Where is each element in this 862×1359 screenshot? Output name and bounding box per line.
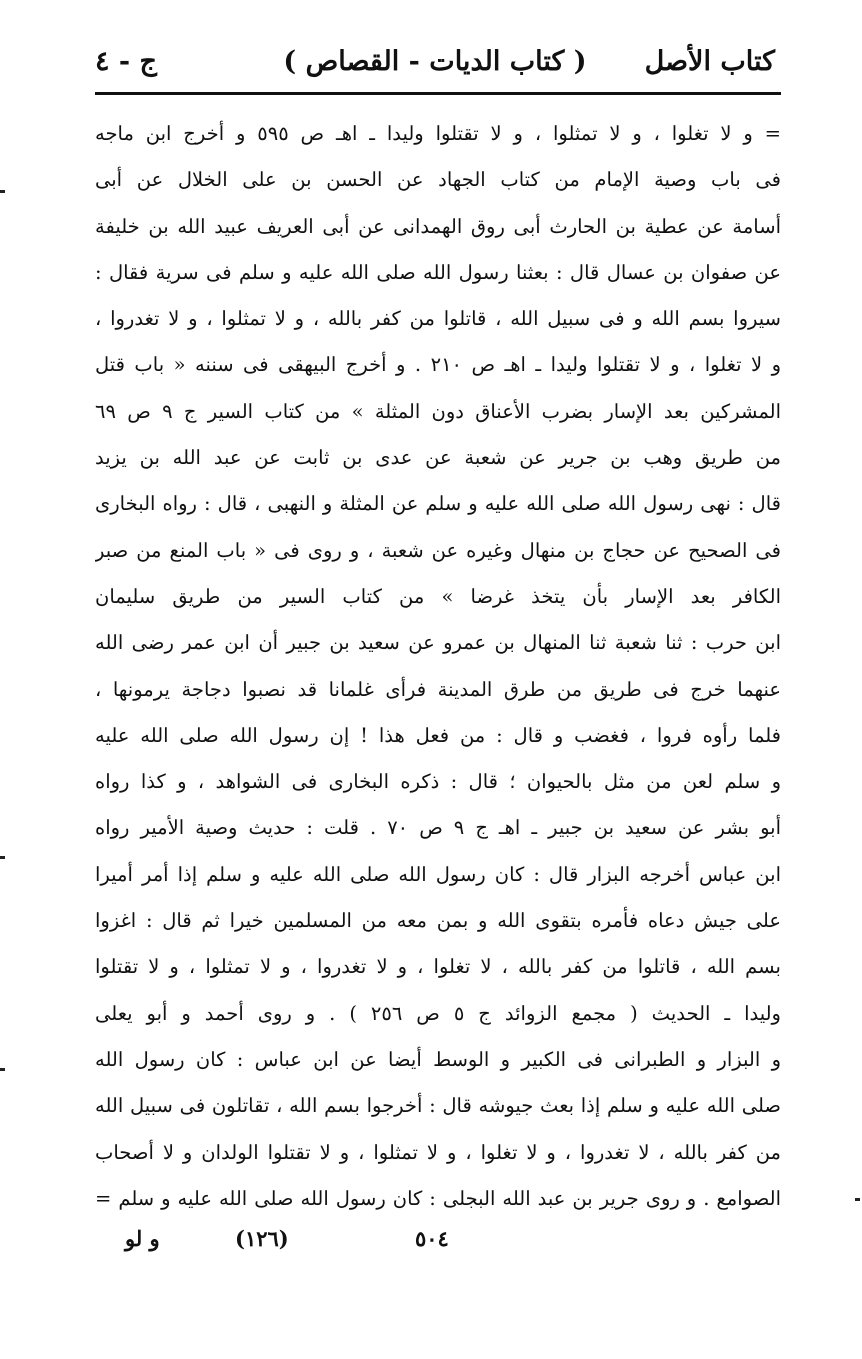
scan-edge-mark (0, 856, 5, 859)
text-line: الكافر بعد الإسار بأن يتخذ غرضا » من كتاب السير من طريق سليمان (95, 584, 781, 608)
catchword: و لو (125, 1226, 160, 1251)
header-rule (95, 92, 781, 95)
scan-edge-mark (855, 1198, 860, 1201)
scan-edge-mark (0, 1068, 5, 1071)
text-line: و البزار و الطبرانى فى الكبير و الوسط أيضا عن ابن عباس : كان رسول الله (95, 1047, 781, 1071)
text-line: ابن عباس أخرجه البزار قال : كان رسول الله صلى الله عليه و سلم إذا أمر أميرا (95, 862, 781, 886)
footnote-text (95, 111, 781, 1222)
text-line: فى الصحيح عن حجاج بن منهال وغيره عن شعبة ، و روى فى « باب المنع من صبر (95, 538, 781, 562)
text-line: صلى الله عليه و سلم إذا بعث جيوشه قال : أخرجوا بسم الله ، تقاتلون فى سبيل الله (95, 1094, 781, 1118)
text-line: من كفر بالله ، لا تغدروا ، و لا تغلوا ، و لا تمثلوا ، و لا تقتلوا الولدان و لا أصحاب (95, 1140, 781, 1164)
section-title: ( كتاب الديات - القصاص ) (283, 46, 587, 77)
text-line: وليدا ـ الحديث ( مجمع الزوائد ج ٥ ص ٢٥٦ ) . و روى أحمد و أبو يعلى (95, 1001, 781, 1025)
page-number: ٥٠٤ (415, 1226, 449, 1251)
volume-number: ج - ٤ (95, 46, 157, 77)
page-footer (125, 1226, 485, 1262)
scan-edge-mark (0, 190, 5, 193)
text-line: و لا تغلوا ، و لا تقتلوا وليدا ـ اهـ ص ٢١٠ . و أخرج البيهقى فى سننه « باب قتل (95, 353, 781, 377)
text-line: قال : نهى رسول الله صلى الله عليه و سلم عن المثلة و النهبى ، قال : رواه البخارى (95, 492, 781, 516)
text-line: فلما رأوه فروا ، فغضب و قال : من فعل هذا ! إن رسول الله صلى الله عليه (95, 723, 781, 747)
text-line: الصوامع . و روى جرير بن عبد الله البجلى : كان رسول الله صلى الله عليه و سلم = (95, 1186, 781, 1210)
text-line: عنهما خرج فى طريق من طرق المدينة فرأى غلمانا قد نصبوا دجاجة يرمونها ، (95, 677, 781, 701)
book-title: كتاب الأصل (644, 46, 775, 77)
text-line: أسامة عن عطية بن الحارث أبى روق الهمدانى عن أبى العريف عبيد الله بن خليفة (95, 214, 781, 238)
text-line: عن صفوان بن عسال قال : بعثنا رسول الله صلى الله عليه و سلم فى سرية فقال : (95, 260, 781, 284)
text-line: أبو بشر عن سعيد بن جبير ـ اهـ ج ٩ ص ٧٠ . قلت : حديث وصية الأمير رواه (95, 816, 781, 840)
text-line: بسم الله ، قاتلوا من كفر بالله ، لا تغلوا ، و لا تغدروا ، و لا تمثلوا ، و لا تقتلوا (95, 955, 781, 979)
text-line: = و لا تغلوا ، و لا تمثلوا ، و لا تقتلوا وليدا ـ اهـ ص ٥٩٥ و أخرج ابن ماجه (95, 122, 781, 145)
text-line: ابن حرب : ثنا شعبة ثنا المنهال بن عمرو عن سعيد بن جبير أن ابن عمر رضى الله (95, 631, 781, 655)
text-line: على جيش دعاه فأمره بتقوى الله و بمن معه من المسلمين خيرا ثم قال : اغزوا (95, 909, 781, 933)
page-header (95, 40, 775, 88)
text-line: سيروا بسم الله و فى سبيل الله ، قاتلوا من كفر بالله ، و لا تمثلوا ، و لا تغدروا ، (95, 307, 781, 331)
text-line: فى باب وصية الإمام من كتاب الجهاد عن الحسن بن على الخلال عن أبى (95, 168, 781, 192)
section-number: (١٢٦) (235, 1226, 289, 1251)
text-line: من طريق وهب بن جرير عن شعبة عن عدى بن ثابت عن عبد الله بن يزيد (95, 446, 781, 470)
text-line: المشركين بعد الإسار بضرب الأعناق دون المثلة » من كتاب السير ج ٩ ص ٦٩ (95, 399, 781, 423)
text-line: و سلم لعن من مثل بالحيوان ؛ قال : ذكره البخارى فى الشواهد ، و كذا رواه (95, 770, 781, 794)
